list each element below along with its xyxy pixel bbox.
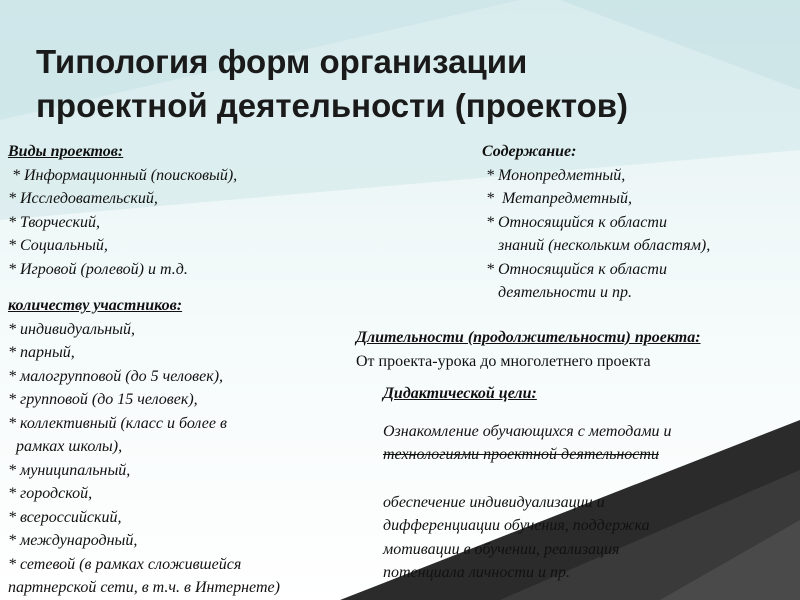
list-item: * групповой (до 15 человек),	[8, 391, 198, 408]
didactic-block	[383, 382, 672, 585]
list-item: * городской,	[8, 485, 93, 502]
didactic-line: дифференциации обучения, поддержка	[383, 517, 650, 534]
list-item: * всероссийский,	[8, 508, 122, 526]
project-types-block	[8, 140, 237, 281]
participants-block	[8, 294, 280, 600]
list-item: * муниципальный,	[8, 461, 131, 479]
list-item: * Творческий,	[8, 213, 100, 231]
title-line-1: Типология форм организации	[36, 43, 528, 80]
list-item: * Относящийся к области	[482, 260, 667, 278]
duration-block	[356, 326, 701, 373]
title-line-2: проектной деятельности (проектов)	[36, 87, 629, 124]
content-block	[482, 140, 710, 305]
list-item: рамках школы),	[8, 438, 123, 455]
content-header: Содержание:	[482, 143, 577, 160]
didactic-header: Дидактической цели:	[383, 385, 537, 402]
list-item: * Информационный (поисковый),	[8, 166, 238, 184]
didactic-line: потенциала личности и пр.	[383, 564, 570, 581]
list-item: * малогрупповой (до 5 человек),	[8, 367, 224, 385]
list-item: * Игровой (ролевой) и т.д.	[8, 260, 188, 278]
list-item: * Социальный,	[8, 237, 108, 254]
list-item: * коллективный (класс и более в	[8, 414, 227, 432]
duration-header: Длительности (продолжительности) проекта:	[356, 329, 701, 346]
list-item: * сетевой (в рамках сложившейся	[8, 555, 242, 573]
list-item: * индивидуальный,	[8, 320, 135, 338]
didactic-line: технологиями проектной деятельности	[383, 446, 659, 463]
list-item: деятельности и пр.	[498, 284, 632, 301]
didactic-line: мотивации в обучении, реализация	[383, 540, 620, 558]
didactic-line: Ознакомление обучающихся с методами и	[383, 422, 672, 440]
list-item: знаний (нескольким областям),	[498, 237, 711, 254]
duration-text: От проекта-урока до многолетнего проекта	[356, 352, 651, 370]
list-item: * Исследовательский,	[8, 190, 158, 207]
list-item: * международный,	[8, 532, 138, 549]
list-item: * Монопредметный,	[482, 166, 626, 184]
list-item: * Метапредметный,	[482, 190, 632, 207]
participants-header: количеству участников:	[8, 297, 183, 314]
list-item: * парный,	[8, 344, 75, 361]
project-types-header: Виды проектов:	[8, 143, 124, 160]
slide-title	[36, 40, 776, 128]
didactic-line: обеспечение индивидуализации и	[383, 493, 605, 511]
list-item: партнерской сети, в т.ч. в Интернете)	[8, 579, 280, 596]
list-item: * Относящийся к области	[482, 213, 667, 231]
